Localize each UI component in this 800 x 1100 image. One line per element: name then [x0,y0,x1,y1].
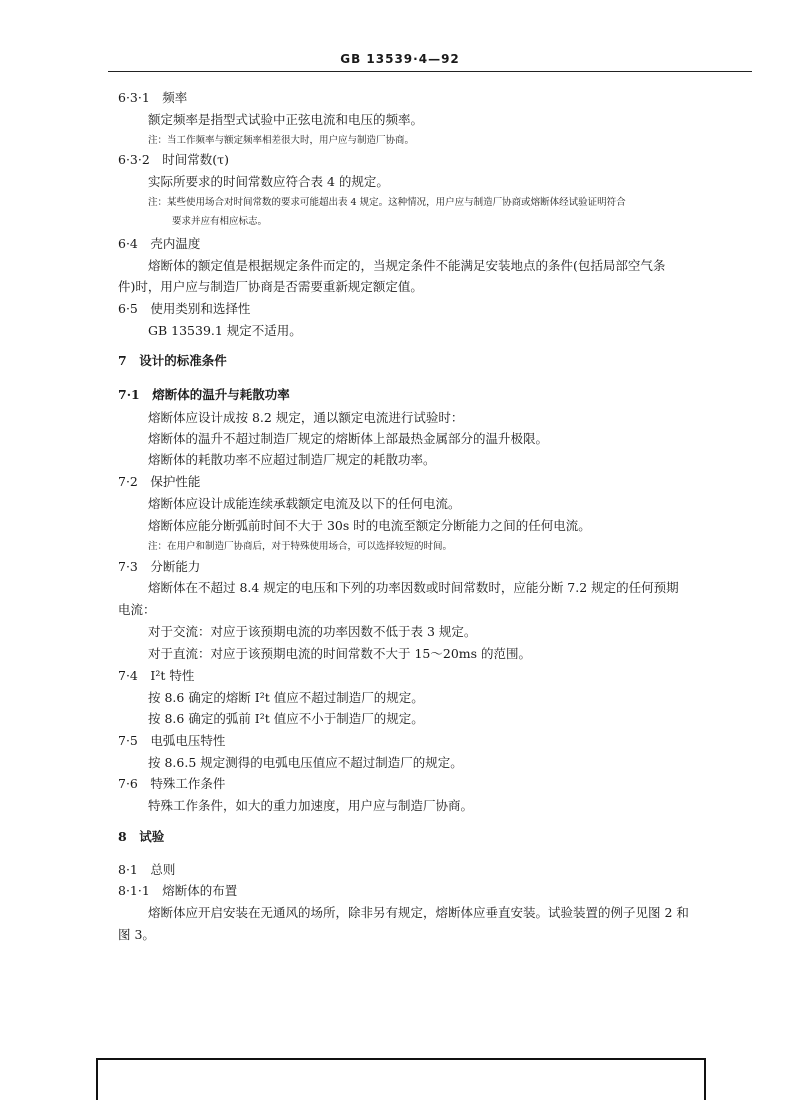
clause-8-1-1-heading: 8·1·1 熔断体的布置 [118,883,238,898]
paragraph: GB 13539.1 规定不适用。 [148,323,302,338]
paragraph: 额定频率是指型式试验中正弦电流和电压的频率。 [148,112,424,127]
paragraph: 熔断体应能分断弧前时间不大于 30s 时的电流至额定分断能力之间的任何电流。 [148,518,591,533]
note-continuation: 要求并应有相应标志。 [172,216,268,227]
note: 注：某些使用场合对时间常数的要求可能超出表 4 规定。这种情况，用户应与制造厂协商或熔断体经试验证明符合 [148,197,626,208]
clause-7-1-heading: 7·1 熔断体的温升与耗散功率 [118,387,290,402]
note: 注：在用户和制造厂协商后，对于特殊使用场合，可以选择较短的时间。 [148,541,453,552]
paragraph: 熔断体的温升不超过制造厂规定的熔断体上部最热金属部分的温升极限。 [148,431,549,446]
clause-7-5-heading: 7·5 电弧电压特性 [118,733,226,748]
paragraph: 熔断体应设计成按 8.2 规定，通以额定电流进行试验时： [148,410,464,425]
paragraph: 特殊工作条件，如大的重力加速度，用户应与制造厂协商。 [148,798,474,813]
paragraph: 对于交流：对应于该预期电流的功率因数不低于表 3 规定。 [148,624,477,639]
header-rule [108,71,752,72]
clause-6-4-heading: 6·4 壳内温度 [118,236,201,251]
clause-8-1-heading: 8·1 总则 [118,862,176,877]
paragraph: 实际所要求的时间常数应符合表 4 的规定。 [148,174,389,189]
paragraph: 熔断体的额定值是根据规定条件而定的，当规定条件不能满足安装地点的条件(包括局部空气条 [148,258,666,273]
paragraph: 熔断体在不超过 8.4 规定的电压和下列的功率因数或时间常数时，应能分断 7.2 规定的任何预期 [148,580,679,595]
clause-7-6-heading: 7·6 特殊工作条件 [118,776,226,791]
paragraph: 熔断体应设计成能连续承载额定电流及以下的任何电流。 [148,496,461,511]
document-code-header: GB 13539·4—92 [340,52,460,66]
paragraph-continuation: 电流： [118,602,156,617]
note: 注：当工作频率与额定频率相差很大时，用户应与制造厂协商。 [148,135,415,146]
paragraph-continuation: 件)时，用户应与制造厂协商是否需要重新规定额定值。 [118,279,423,294]
paragraph: 熔断体应开启安装在无通风的场所，除非另有规定，熔断体应垂直安装。试验装置的例子见图 2 和 [148,905,689,920]
paragraph: 对于直流：对应于该预期电流的时间常数不大于 15～20ms 的范围。 [148,646,532,661]
paragraph: 按 8.6.5 规定测得的电弧电压值应不超过制造厂的规定。 [148,755,463,770]
clause-7-3-heading: 7·3 分断能力 [118,559,201,574]
paragraph: 熔断体的耗散功率不应超过制造厂规定的耗散功率。 [148,452,436,467]
clause-7-4-heading: 7·4 I²t 特性 [118,668,195,683]
clause-6-3-1-heading: 6·3·1 频率 [118,90,188,105]
section-7-heading: 7 设计的标准条件 [118,353,227,368]
clause-7-2-heading: 7·2 保护性能 [118,474,201,489]
paragraph-continuation: 图 3。 [118,927,155,942]
paragraph: 按 8.6 确定的弧前 I²t 值应不小于制造厂的规定。 [148,711,424,726]
bottom-frame-box [96,1058,706,1100]
clause-6-5-heading: 6·5 使用类别和选择性 [118,301,251,316]
paragraph: 按 8.6 确定的熔断 I²t 值应不超过制造厂的规定。 [148,690,424,705]
section-8-heading: 8 试验 [118,829,165,844]
clause-6-3-2-heading: 6·3·2 时间常数(τ) [118,152,229,167]
